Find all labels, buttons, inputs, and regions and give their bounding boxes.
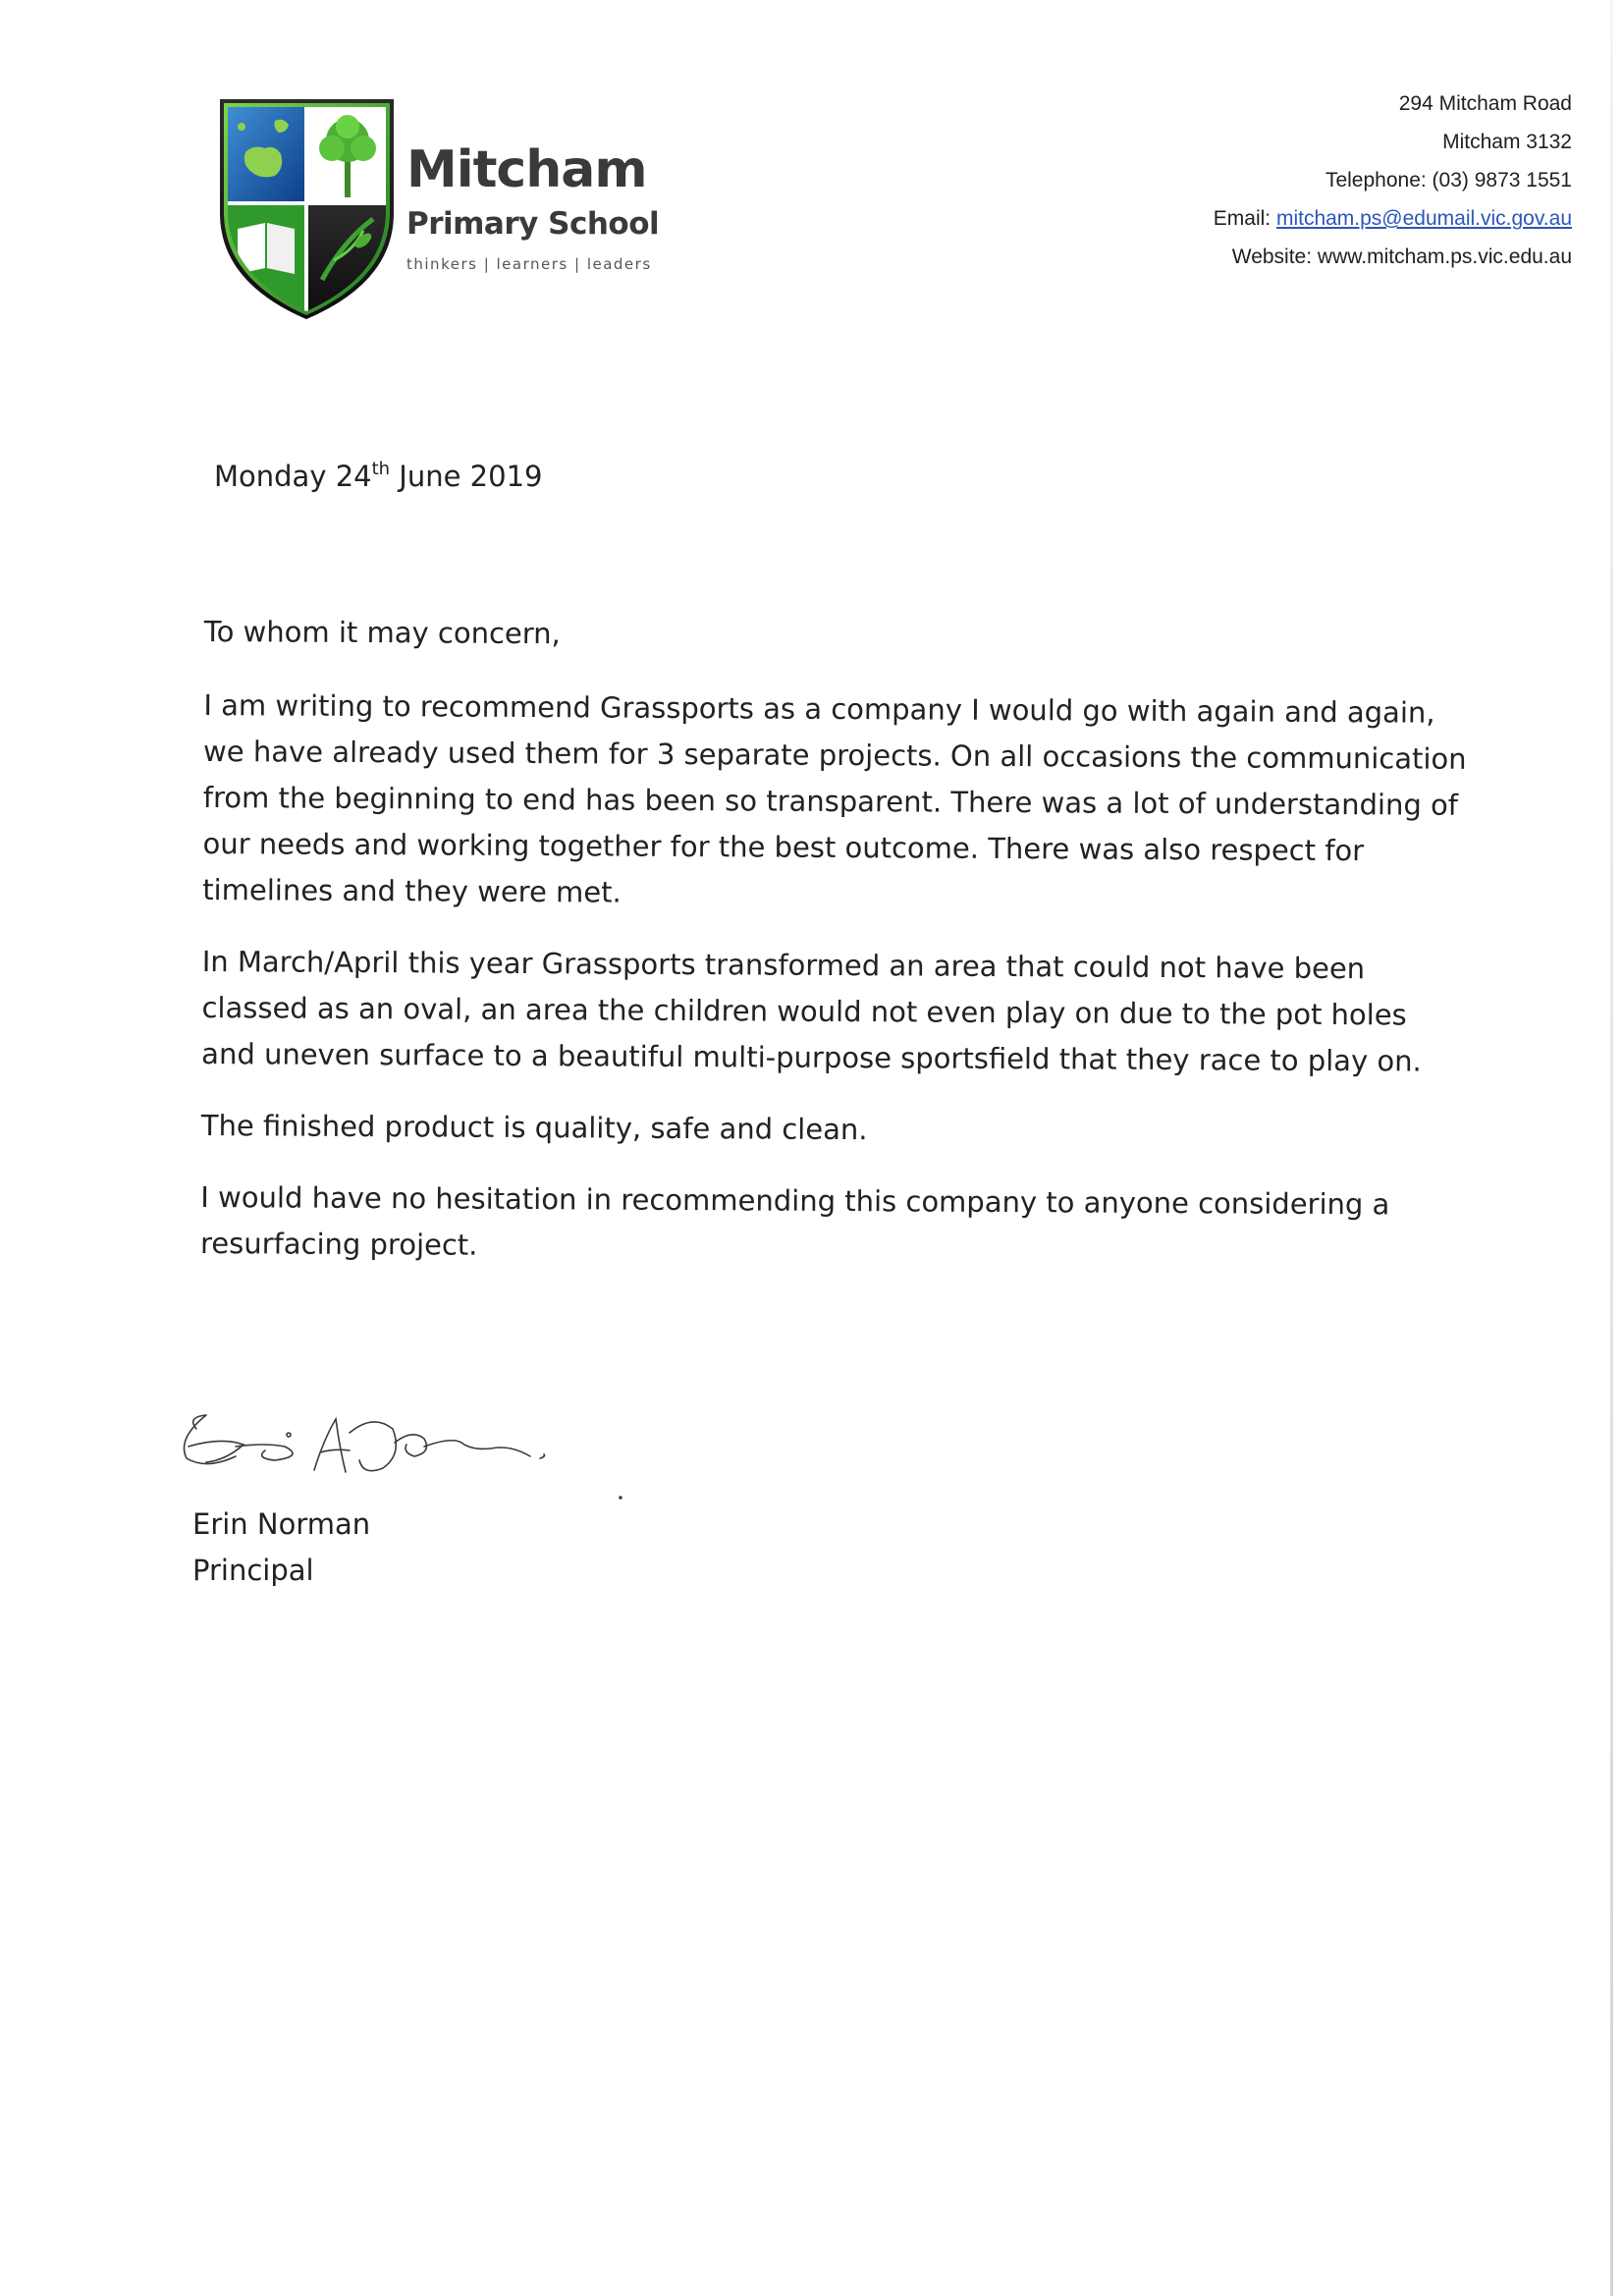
letter-date bbox=[214, 460, 542, 493]
date-day: Monday 24 bbox=[214, 460, 372, 493]
school-name: Mitcham bbox=[406, 140, 647, 199]
paragraph-closing: I would have no hesitation in recommending this company to anyone considering a resurfacing project. bbox=[199, 1179, 1390, 1262]
paragraph-project: In March/April this year Grassports transformed an area that could not have been classed as an oval, an area the children would not even play on due to the pot holes and uneven surface to a beautiful multi-purpose sportsfield that they race to play on. bbox=[201, 944, 1422, 1078]
page-edge-shadow bbox=[1610, 0, 1613, 2296]
letter-body bbox=[200, 609, 1471, 1300]
school-address-block bbox=[1061, 84, 1572, 276]
date-rest: June 2019 bbox=[390, 460, 543, 493]
school-motto: thinkers | learners | leaders bbox=[406, 255, 652, 273]
address-email-line bbox=[1061, 199, 1572, 238]
signatory-title: Principal bbox=[192, 1554, 314, 1587]
paragraph-quality: The finished product is quality, safe and clean. bbox=[200, 1108, 868, 1147]
signatory-name: Erin Norman bbox=[192, 1507, 371, 1541]
school-logo bbox=[216, 93, 668, 319]
address-telephone: Telephone: (03) 9873 1551 bbox=[1325, 169, 1572, 191]
email-label: Email: bbox=[1213, 207, 1276, 230]
date-suffix: th bbox=[371, 459, 391, 479]
school-crest-icon bbox=[216, 93, 398, 319]
handwritten-signature bbox=[167, 1399, 648, 1507]
address-suburb: Mitcham 3132 bbox=[1442, 131, 1572, 153]
email-link[interactable]: mitcham.ps@edumail.vic.gov.au bbox=[1275, 207, 1572, 230]
paragraph-recommendation: I am writing to recommend Grassports as a company I would go with again and again, we have already used them for 3 separate projects. On all occasions the communication from the beginning to end has been so transparent. There was a lot of understanding of our needs and working together for the best outcome. There was also respect for timelines and they were met. bbox=[202, 687, 1467, 909]
address-website: Website: www.mitcham.ps.vic.edu.au bbox=[1231, 246, 1572, 268]
address-street: 294 Mitcham Road bbox=[1398, 92, 1572, 115]
school-subtitle: Primary School bbox=[406, 206, 660, 242]
salutation: To whom it may concern, bbox=[203, 614, 561, 651]
